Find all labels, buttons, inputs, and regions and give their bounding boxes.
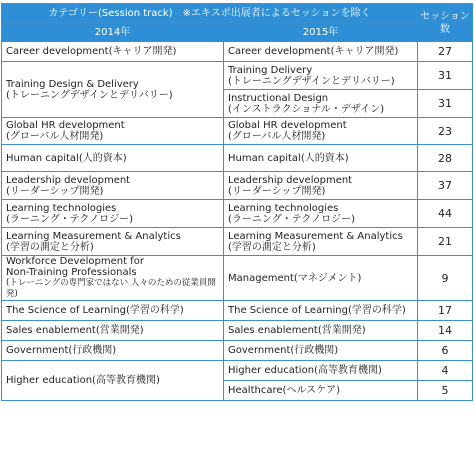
category-2015-line: Instructional Design xyxy=(228,92,329,104)
category-2014-line: (ラーニング・テクノロジー) xyxy=(6,213,134,225)
category-2015-line: Management(マネジメント) xyxy=(228,272,362,284)
category-2015-cell xyxy=(224,62,418,90)
category-2014-cell xyxy=(2,172,224,200)
category-2014-line: Government(行政機関) xyxy=(6,345,117,356)
session-count-cell: 9 xyxy=(418,256,473,301)
category-2015-line: Healthcare(ヘルスケア) xyxy=(228,385,341,396)
category-2015-line: (学習の測定と分析) xyxy=(228,241,316,253)
category-2015-line: Learning technologies xyxy=(228,202,339,214)
category-2015-cell xyxy=(224,341,418,361)
table-row xyxy=(2,256,473,301)
category-2014-line: Learning technologies xyxy=(6,202,117,214)
category-2015-line: (ラーニング・テクノロジー) xyxy=(228,213,356,225)
table-row xyxy=(2,361,473,381)
session-count-cell: 21 xyxy=(418,228,473,256)
table-row xyxy=(2,321,473,341)
session-count-cell: 17 xyxy=(418,301,473,321)
category-2015-cell xyxy=(224,118,418,145)
category-2015-line: Learning Measurement & Analytics xyxy=(228,230,403,242)
category-2015-cell xyxy=(224,321,418,341)
category-2015-line: (インストラクショナル・デザイン) xyxy=(228,103,385,115)
category-2014-line: The Science of Learning(学習の科学) xyxy=(6,305,184,316)
category-2014-cell xyxy=(2,200,224,228)
category-2015-line: Sales enablement(営業開発) xyxy=(228,325,366,336)
category-2015-line: Human capital(人的資本) xyxy=(228,152,349,164)
category-2014-line: Leadership development xyxy=(6,174,131,186)
table-row xyxy=(2,42,473,62)
session-track-table xyxy=(1,3,473,401)
session-count-cell: 14 xyxy=(418,321,473,341)
category-2015-line: (グローバル人材開発) xyxy=(228,131,326,142)
session-count-cell: 4 xyxy=(418,361,473,381)
table-row xyxy=(2,62,473,90)
table-body xyxy=(2,42,473,401)
session-count-header-line2: 数 xyxy=(440,23,451,35)
category-2015-line: Leadership development xyxy=(228,174,353,186)
category-2014-cell xyxy=(2,256,224,301)
category-2014-line: Global HR development xyxy=(6,120,125,131)
category-2015-line: Global HR development xyxy=(228,120,347,131)
category-2015-cell xyxy=(224,228,418,256)
table-row xyxy=(2,172,473,200)
category-2014-cell xyxy=(2,145,224,172)
category-2014-line: Higher education(高等教育機関) xyxy=(6,375,160,386)
table-row xyxy=(2,145,473,172)
category-2014-cell xyxy=(2,361,224,401)
category-2014-line: Training Design & Delivery xyxy=(6,78,139,90)
year-2014-header: 2014年 xyxy=(2,23,224,42)
category-2014-line: (グローバル人材開発) xyxy=(6,131,104,142)
category-2015-cell xyxy=(224,381,418,401)
category-2015-cell xyxy=(224,42,418,62)
category-2015-cell xyxy=(224,301,418,321)
category-2014-cell xyxy=(2,321,224,341)
category-2014-line: Sales enablement(営業開発) xyxy=(6,325,144,336)
table-row xyxy=(2,301,473,321)
year-2015-header: 2015年 xyxy=(224,23,418,42)
category-2014-line: Human capital(人的資本) xyxy=(6,152,127,164)
category-2015-cell xyxy=(224,90,418,118)
category-2015-cell xyxy=(224,361,418,381)
session-count-cell: 44 xyxy=(418,200,473,228)
category-2015-cell xyxy=(224,172,418,200)
category-2014-line: (トレーニングの専門家ではない 人々のための従業員開発) xyxy=(6,278,216,299)
session-count-cell: 6 xyxy=(418,341,473,361)
category-2014-line: Workforce Development for xyxy=(6,256,144,267)
session-count-cell: 31 xyxy=(418,62,473,90)
category-2014-cell xyxy=(2,42,224,62)
category-header: カテゴリー(Session track) ※エキスポ出展者によるセッションを除く xyxy=(2,4,418,23)
session-count-header-line1: セッション xyxy=(420,10,470,22)
session-count-cell: 28 xyxy=(418,145,473,172)
category-2014-line: (学習の測定と分析) xyxy=(6,241,94,253)
category-2015-line: Career development(キャリア開発) xyxy=(228,46,399,57)
category-2014-line: (リーダーシップ開発) xyxy=(6,185,104,197)
category-2014-cell xyxy=(2,228,224,256)
category-2015-cell xyxy=(224,200,418,228)
session-count-cell: 31 xyxy=(418,90,473,118)
category-2015-line: (リーダーシップ開発) xyxy=(228,185,326,197)
category-2014-line: Career development(キャリア開発) xyxy=(6,46,177,57)
category-2014-cell xyxy=(2,62,224,118)
session-count-cell: 37 xyxy=(418,172,473,200)
category-2014-line: Learning Measurement & Analytics xyxy=(6,230,181,242)
session-count-header xyxy=(418,4,473,42)
category-2015-cell xyxy=(224,256,418,301)
category-2015-line: Government(行政機関) xyxy=(228,345,339,356)
category-2015-line: Training Delivery xyxy=(228,64,313,76)
session-count-cell: 23 xyxy=(418,118,473,145)
session-count-cell: 5 xyxy=(418,381,473,401)
table-row xyxy=(2,341,473,361)
table-row xyxy=(2,118,473,145)
category-2015-cell xyxy=(224,145,418,172)
category-2015-line: Higher education(高等教育機関) xyxy=(228,365,382,376)
category-2015-line: The Science of Learning(学習の科学) xyxy=(228,305,406,316)
table-row xyxy=(2,228,473,256)
table-row xyxy=(2,200,473,228)
category-2014-cell xyxy=(2,118,224,145)
category-2014-cell xyxy=(2,301,224,321)
category-2015-line: (トレーニングデザインとデリバリー) xyxy=(228,75,395,87)
category-2014-cell xyxy=(2,341,224,361)
session-count-cell: 27 xyxy=(418,42,473,62)
category-2014-line: Non-Training Professionals xyxy=(6,267,137,278)
category-2014-line: (トレーニングデザインとデリバリー) xyxy=(6,89,173,101)
